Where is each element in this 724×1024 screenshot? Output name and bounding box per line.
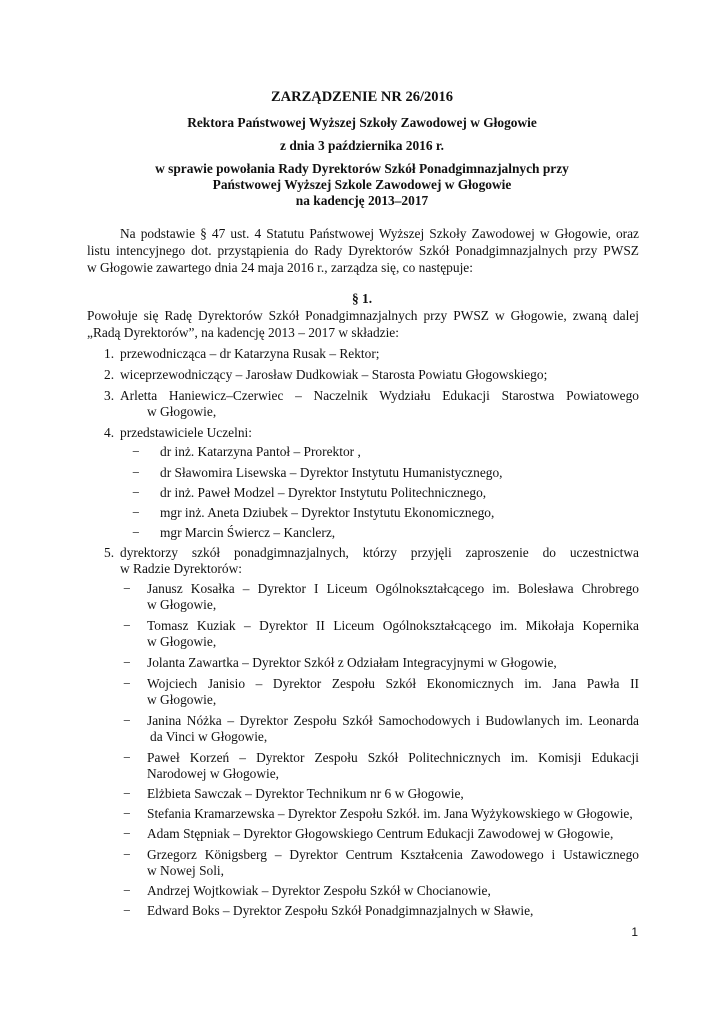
dash-bullet: − <box>123 713 131 728</box>
director-entry-continuation: w Głogowie, <box>147 597 217 612</box>
dash-bullet: − <box>123 750 131 765</box>
subject-line-3: na kadencję 2013–2017 <box>295 193 429 208</box>
item-number: 4. <box>104 425 115 440</box>
dash-bullet: − <box>123 847 131 862</box>
list-item: Arletta Haniewicz–Czerwiec – Naczelnik Wydziału Edukacji Starostwa Powiatowego <box>120 388 639 403</box>
dash-bullet: − <box>123 806 131 821</box>
dash-bullet: − <box>123 676 131 691</box>
director-entry: Edward Boks – Dyrektor Zespołu Szkół Ponadgimnazjalnych w Sławie, <box>147 903 534 918</box>
section-1-line-2: „Radą Dyrektorów”, na kadencję 2013 – 2017 w składzie: <box>87 325 399 340</box>
dash-bullet: − <box>123 786 131 801</box>
director-entry: Janina Nóżka – Dyrektor Zespołu Szkół Samochodowych i Budowlanych im. Leonarda <box>147 713 639 728</box>
intro-line-3: w Głogowie zawartego dnia 24 maja 2016 r., zarządza się, co następuje: <box>87 260 473 275</box>
dash-bullet: − <box>123 903 131 918</box>
dash-bullet: − <box>123 618 131 633</box>
director-entry-continuation: w Głogowie, <box>147 692 217 707</box>
subject-line-2: Państwowej Wyższej Szkole Zawodowej w Głogowie <box>212 177 512 192</box>
director-entry: Jolanta Zawartka – Dyrektor Szkół z Odziałam Integracyjnymi w Głogowie, <box>147 655 557 670</box>
subject-line-1: w sprawie powołania Rady Dyrektorów Szkół Ponadgimnazjalnych przy <box>155 161 569 176</box>
director-entry: Janusz Kosałka – Dyrektor I Liceum Ogólnokształcącego im. Bolesława Chrobrego <box>147 581 639 596</box>
list-item-continuation: w Radzie Dyrektorów: <box>120 561 242 576</box>
section-1-heading: § 1. <box>351 291 373 306</box>
intro-line-1: Na podstawie § 47 ust. 4 Statutu Państwowej Wyższej Szkoły Zawodowej w Głogowie, oraz <box>120 226 639 241</box>
dash-bullet: − <box>123 883 131 898</box>
director-entry-continuation: w Nowej Soli, <box>147 863 224 878</box>
date-line: z dnia 3 października 2016 r. <box>280 138 444 153</box>
director-entry: Andrzej Wojtkowiak – Dyrektor Zespołu Szkół w Chocianowie, <box>147 883 491 898</box>
director-entry-continuation: da Vinci w Głogowie, <box>150 729 268 744</box>
director-entry-continuation: Narodowej w Głogowie, <box>147 766 280 781</box>
director-entry: Adam Stępniak – Dyrektor Głogowskiego Centrum Edukacji Zawodowej w Głogowie, <box>147 826 614 841</box>
page-number: 1 <box>631 925 638 939</box>
list-item-continuation: w Głogowie, <box>147 404 217 419</box>
item-number: 1. <box>104 346 115 361</box>
dash-bullet: − <box>132 485 140 500</box>
dash-bullet: − <box>132 525 140 540</box>
list-item: dyrektorzy szkół ponadgimnazjalnych, którzy przyjęli zaproszenie do uczestnictwa <box>120 545 639 560</box>
dash-bullet: − <box>132 444 140 459</box>
document-title: ZARZĄDZENIE NR 26/2016 <box>270 89 454 105</box>
director-entry: Grzegorz Königsberg – Dyrektor Centrum Kształcenia Zawodowego i Ustawicznego <box>147 847 639 862</box>
dash-bullet: − <box>123 581 131 596</box>
university-rep: dr Sławomira Lisewska – Dyrektor Instytutu Humanistycznego, <box>160 465 503 480</box>
list-item: przedstawiciele Uczelni: <box>120 425 252 440</box>
section-1-line-1: Powołuje się Radę Dyrektorów Szkół Ponadgimnazjalnych przy PWSZ w Głogowie, zwaną dalej <box>87 308 639 323</box>
item-number: 3. <box>104 388 115 403</box>
director-entry: Tomasz Kuziak – Dyrektor II Liceum Ogólnokształcącego im. Mikołaja Kopernika <box>147 618 639 633</box>
director-entry: Paweł Korzeń – Dyrektor Zespołu Szkół Politechnicznych im. Komisji Edukacji <box>147 750 639 765</box>
director-entry: Stefania Kramarzewska – Dyrektor Zespołu Szkół. im. Jana Wyżykowskiego w Głogowie, <box>147 806 633 821</box>
dash-bullet: − <box>123 826 131 841</box>
director-entry: Wojciech Janisio – Dyrektor Zespołu Szkół Ekonomicznych im. Jana Pawła II <box>147 676 639 691</box>
university-rep: dr inż. Paweł Modzel – Dyrektor Instytutu Politechnicznego, <box>160 485 487 500</box>
dash-bullet: − <box>123 655 131 670</box>
director-entry: Elżbieta Sawczak – Dyrektor Technikum nr 6 w Głogowie, <box>147 786 464 801</box>
list-item: wiceprzewodniczący – Jarosław Dudkowiak – Starosta Powiatu Głogowskiego; <box>120 367 548 382</box>
intro-line-2: listu intencyjnego dot. przystąpienia do Rady Dyrektorów Szkół Ponadgimnazjalnych przy PWSZ <box>87 243 639 258</box>
dash-bullet: − <box>132 505 140 520</box>
issuer-line: Rektora Państwowej Wyższej Szkoły Zawodowej w Głogowie <box>187 115 537 130</box>
list-item: przewodnicząca – dr Katarzyna Rusak – Rektor; <box>120 346 380 361</box>
item-number: 5. <box>104 545 115 560</box>
item-number: 2. <box>104 367 115 382</box>
director-entry-continuation: w Głogowie, <box>147 634 217 649</box>
university-rep: mgr Marcin Świercz – Kanclerz, <box>160 525 336 540</box>
university-rep: mgr inż. Aneta Dziubek – Dyrektor Instytutu Ekonomicznego, <box>160 505 495 520</box>
dash-bullet: − <box>132 465 140 480</box>
university-rep: dr inż. Katarzyna Pantoł – Prorektor , <box>160 444 361 459</box>
